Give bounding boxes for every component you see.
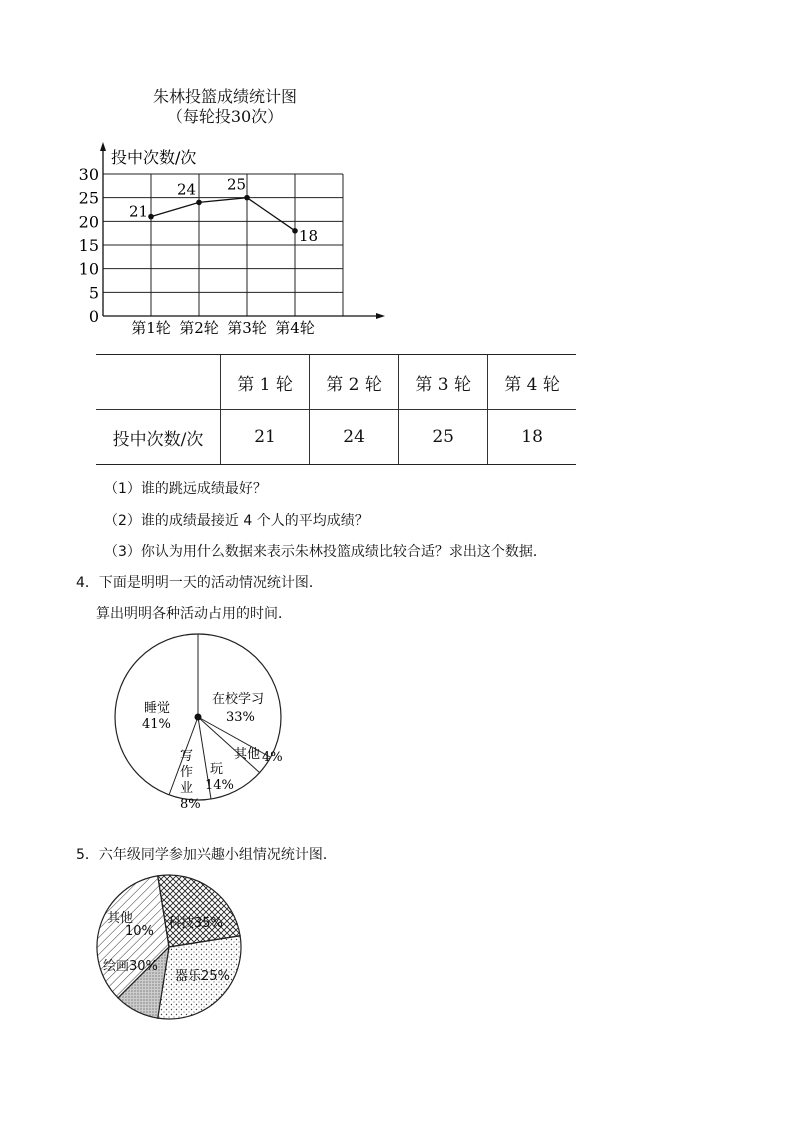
slice-label-homework: 业 — [180, 781, 194, 796]
question-3: （3）你认为用什么数据来表示朱林投篮成绩比较合适？求出这个数据． — [104, 544, 547, 560]
slice-pct-other: 4% — [262, 750, 283, 765]
table-cell: 24 — [310, 410, 399, 465]
table-header-cell — [96, 355, 221, 410]
y-tick-label: 25 — [78, 188, 99, 208]
slice-label-sleep: 睡觉 — [144, 701, 171, 716]
data-label: 24 — [177, 180, 197, 199]
y-tick-label: 30 — [78, 165, 99, 184]
table-header-cell: 第 2 轮 — [310, 355, 399, 410]
slice-pct-play: 14% — [205, 778, 234, 793]
score-table — [96, 354, 576, 465]
table-header-cell: 第 4 轮 — [488, 355, 576, 410]
slice-label-music: 器乐25% — [175, 969, 230, 984]
slice-label-school: 在校学习 — [212, 692, 265, 707]
x-tick-label: 第2轮 — [179, 319, 219, 337]
table-cell: 25 — [399, 410, 488, 465]
x-tick-label: 第3轮 — [227, 319, 267, 337]
slice-label-other: 其他 — [234, 747, 261, 762]
line-chart-title: 朱林投篮成绩统计图 — [152, 87, 297, 106]
line-chart — [70, 140, 400, 340]
data-point — [292, 228, 298, 234]
y-tick-label: 10 — [78, 259, 99, 279]
pie-center-dot — [195, 714, 202, 721]
slice-music — [158, 875, 240, 947]
line-chart-subtitle: （每轮投30次） — [166, 107, 284, 126]
data-point — [196, 200, 202, 206]
pie-divider — [198, 717, 260, 773]
slice-label-homework: 写 — [180, 749, 194, 764]
problem-5-title: 5．六年级同学参加兴趣小组情况统计图． — [76, 847, 337, 863]
table-cell: 18 — [488, 410, 576, 465]
y-axis-label: 投中次数/次 — [111, 148, 197, 167]
slice-label-other: 其他 — [107, 911, 134, 926]
table-cell: 21 — [221, 410, 310, 465]
slice-label-drawing: 绘画30% — [103, 959, 158, 974]
x-tick-label: 第1轮 — [131, 319, 171, 337]
slice-label-homework: 作 — [180, 765, 194, 780]
table-header-cell: 第 1 轮 — [221, 355, 310, 410]
table-row — [96, 410, 576, 465]
data-label: 25 — [227, 175, 247, 194]
data-label: 21 — [129, 202, 149, 221]
activity-pie-chart — [110, 630, 300, 810]
series-line — [151, 198, 295, 231]
question-2: （2）谁的成绩最接近 4 个人的平均成绩？ — [104, 513, 369, 529]
data-point — [244, 195, 250, 201]
data-label: 18 — [299, 226, 319, 245]
chart-grid — [103, 174, 343, 316]
question-1: （1）谁的跳远成绩最好？ — [104, 481, 267, 497]
x-axis-arrow — [376, 313, 385, 319]
problem-4-subtitle: 算出明明各种活动占用的时间． — [96, 606, 292, 622]
slice-pct-sleep: 41% — [142, 717, 171, 732]
slice-label-tech: 科技35% — [168, 916, 223, 931]
table-header-cell: 第 3 轮 — [399, 355, 488, 410]
x-tick-label: 第4轮 — [275, 319, 315, 337]
y-tick-label: 5 — [88, 283, 99, 303]
y-tick-label: 0 — [88, 307, 99, 326]
table-row-label: 投中次数/次 — [96, 410, 221, 465]
slice-pct-other: 10% — [125, 924, 154, 939]
slice-label-play: 玩 — [210, 762, 224, 777]
y-tick-label: 20 — [78, 212, 99, 232]
slice-pct-homework: 8% — [180, 797, 201, 810]
y-axis-arrow — [100, 142, 106, 151]
slice-pct-school: 33% — [226, 710, 255, 725]
interest-group-pie-chart — [95, 873, 250, 1028]
y-tick-label: 15 — [78, 236, 99, 255]
data-point — [148, 214, 154, 220]
problem-4-title: 4．下面是明明一天的活动情况统计图． — [76, 575, 323, 591]
table-header-row — [96, 355, 576, 410]
